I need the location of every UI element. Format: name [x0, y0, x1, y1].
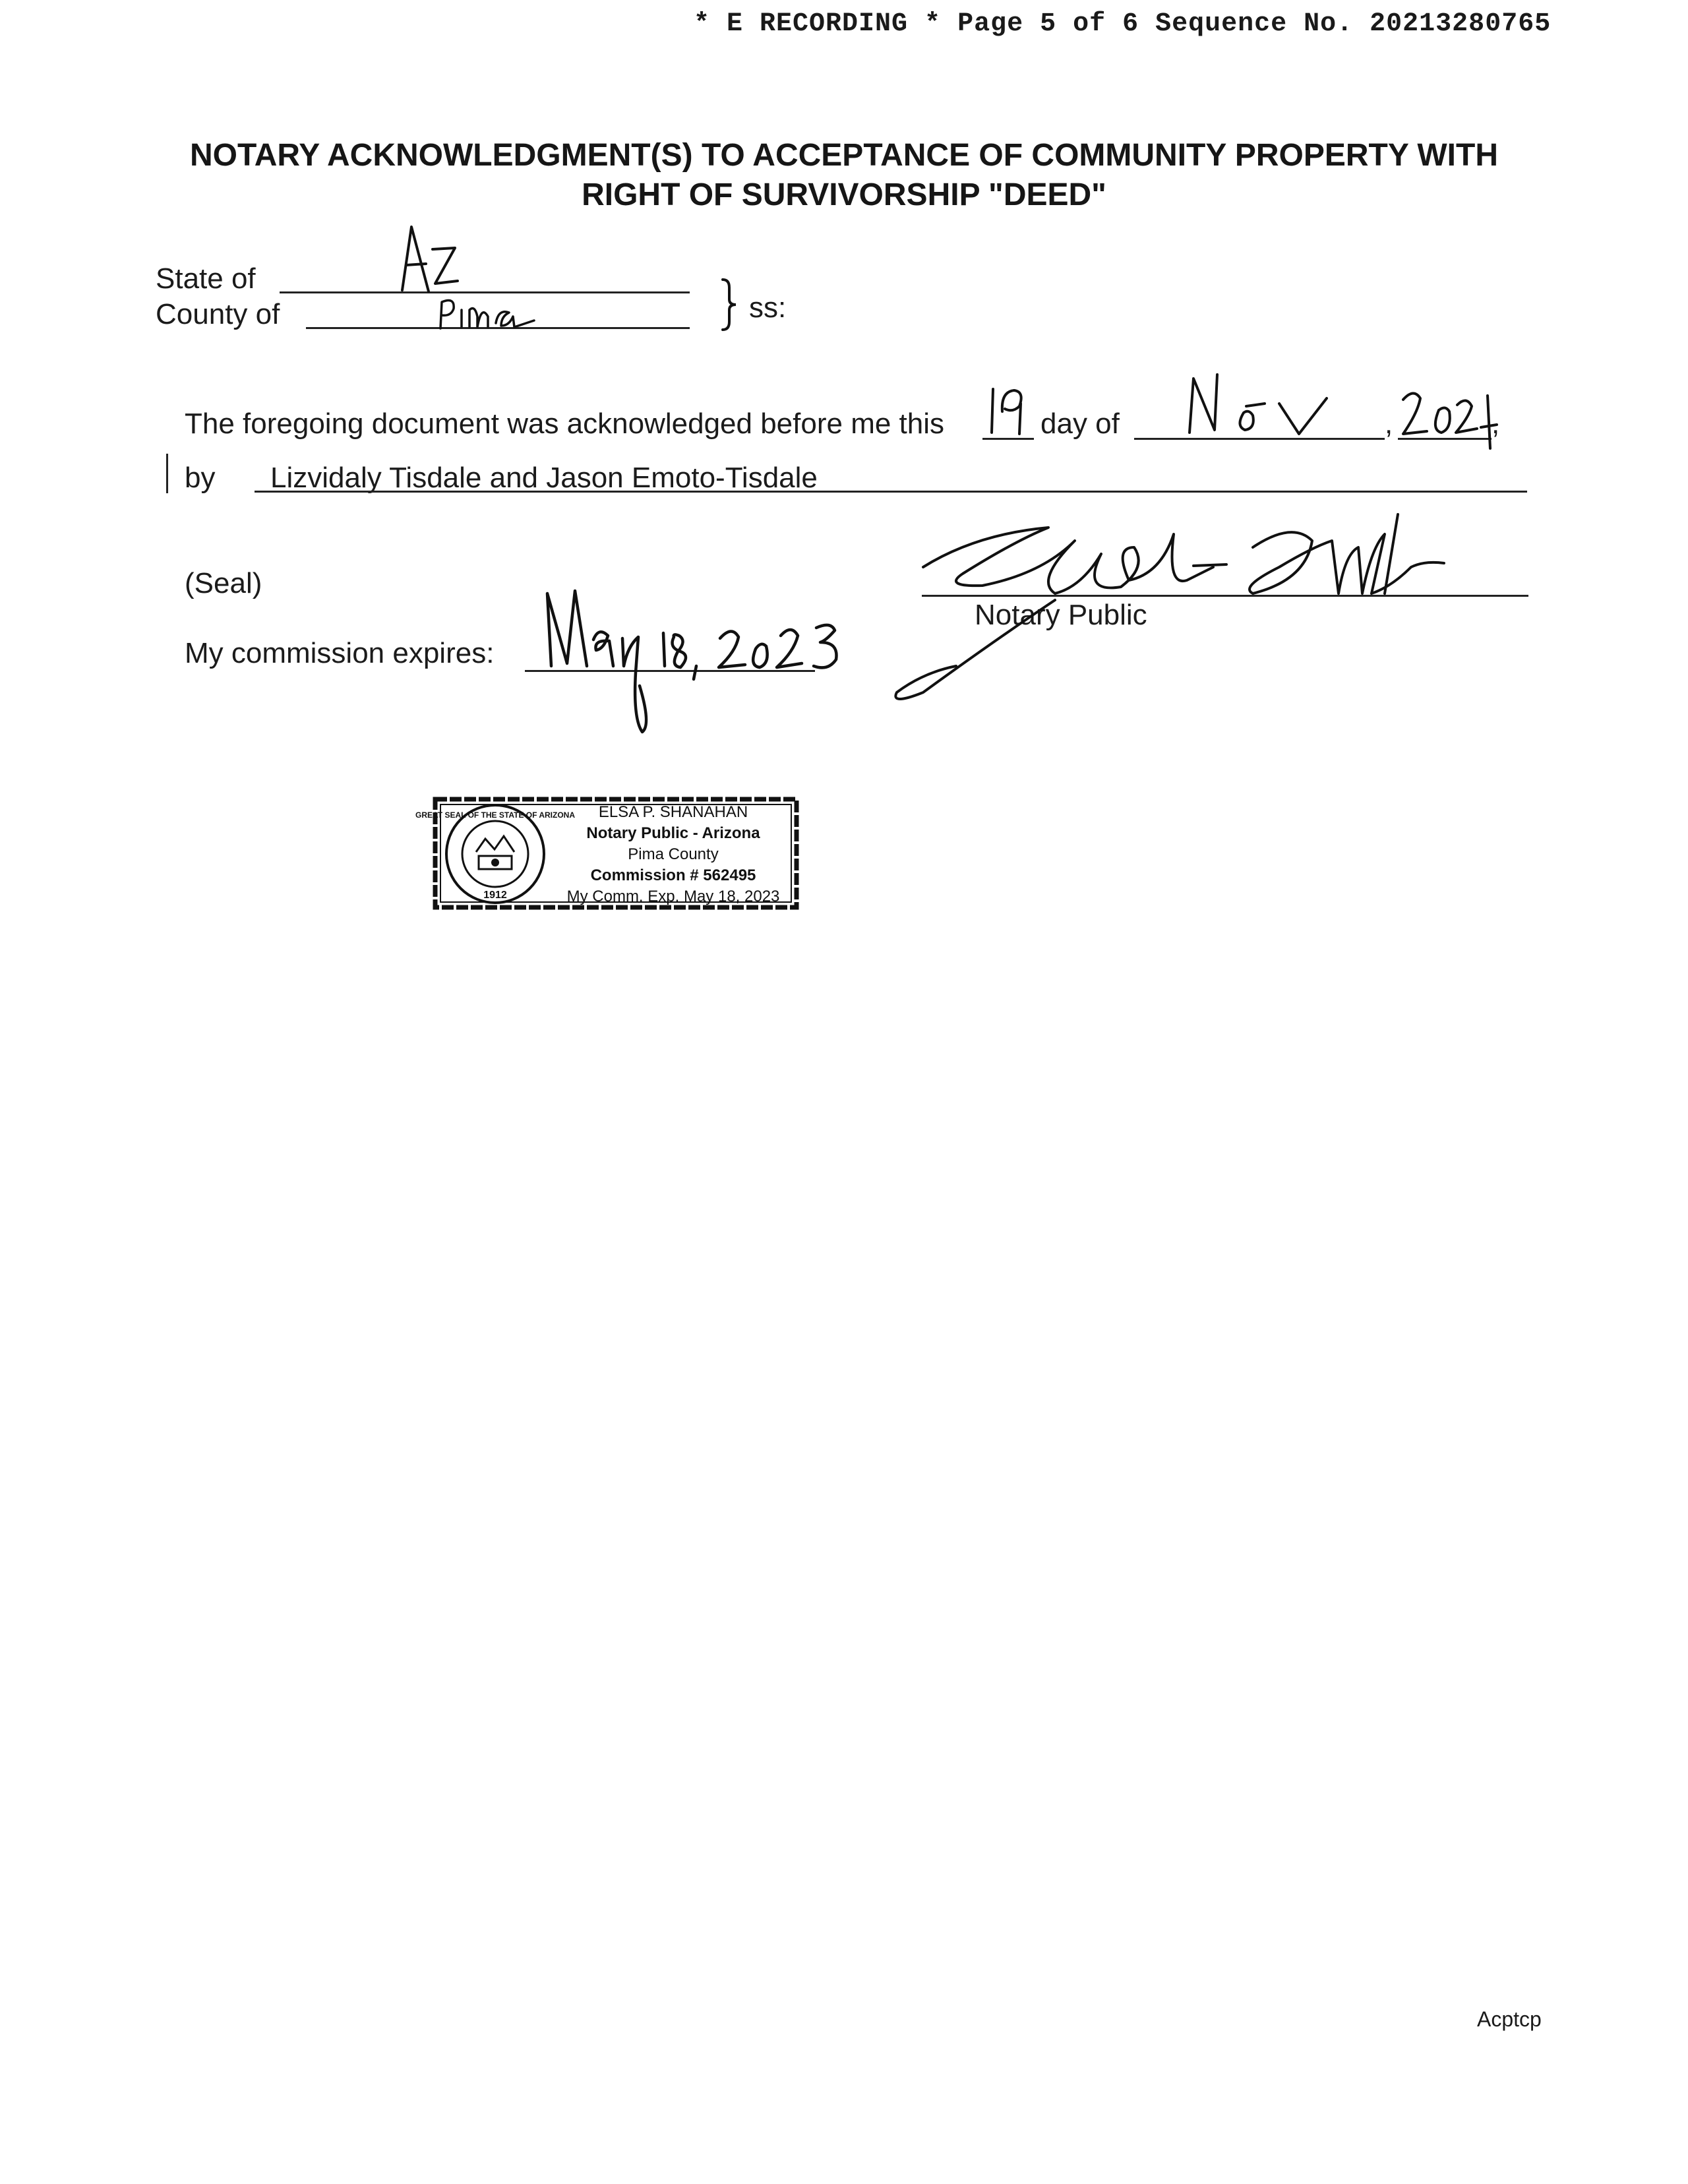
margin-bar — [166, 454, 168, 493]
handwritten-year-value — [1398, 379, 1503, 451]
seal-year: 1912 — [483, 890, 507, 901]
parties-underline — [255, 491, 1527, 493]
recording-header: * E RECORDING * Page 5 of 6 Sequence No. 20213280765 — [694, 9, 1552, 39]
day-of-label: day of — [1040, 408, 1120, 440]
handwritten-county-value — [435, 290, 567, 336]
ss-label: ss: — [749, 291, 787, 324]
handwritten-commission-date — [541, 567, 884, 739]
handwritten-month-value — [1180, 369, 1352, 442]
stamp-notary-name: ELSA P. SHANAHAN — [598, 803, 748, 821]
document-title-line-2: RIGHT OF SURVIVORSHIP "DEED" — [582, 177, 1106, 212]
notary-stamp — [415, 795, 799, 911]
stamp-line-3: Pima County — [628, 845, 719, 863]
comma-separator: , — [1385, 408, 1393, 440]
seal-ring-text: GREAT SEAL OF THE STATE OF ARIZONA — [415, 810, 575, 820]
footer-code: Acptcp — [1477, 2007, 1542, 2031]
by-label: by — [185, 462, 216, 494]
county-label: County of — [156, 298, 280, 330]
state-label: State of — [156, 262, 256, 295]
comma-separator-2: , — [1492, 408, 1500, 440]
document-title-line-1: NOTARY ACKNOWLEDGMENT(S) TO ACCEPTANCE OF COMMUNITY PROPERTY WITH — [190, 138, 1498, 173]
parties-value: Lizvidaly Tisdale and Jason Emoto-Tisdale — [270, 462, 818, 494]
seal-label: (Seal) — [185, 567, 262, 599]
stamp-line-2: Notary Public - Arizona — [586, 824, 760, 842]
notary-signature — [884, 495, 1451, 712]
state-seal-icon — [415, 798, 575, 910]
stamp-line-4: Commission # 562495 — [590, 866, 756, 884]
notary-public-label: Notary Public — [975, 599, 1147, 631]
handwritten-day-value — [982, 380, 1035, 439]
acknowledgment-text: The foregoing document was acknowledged before me this — [185, 408, 945, 440]
commission-label: My commission expires: — [185, 637, 495, 669]
brace-icon — [719, 277, 738, 332]
stamp-line-5: My Comm. Exp. May 18, 2023 — [566, 888, 780, 905]
